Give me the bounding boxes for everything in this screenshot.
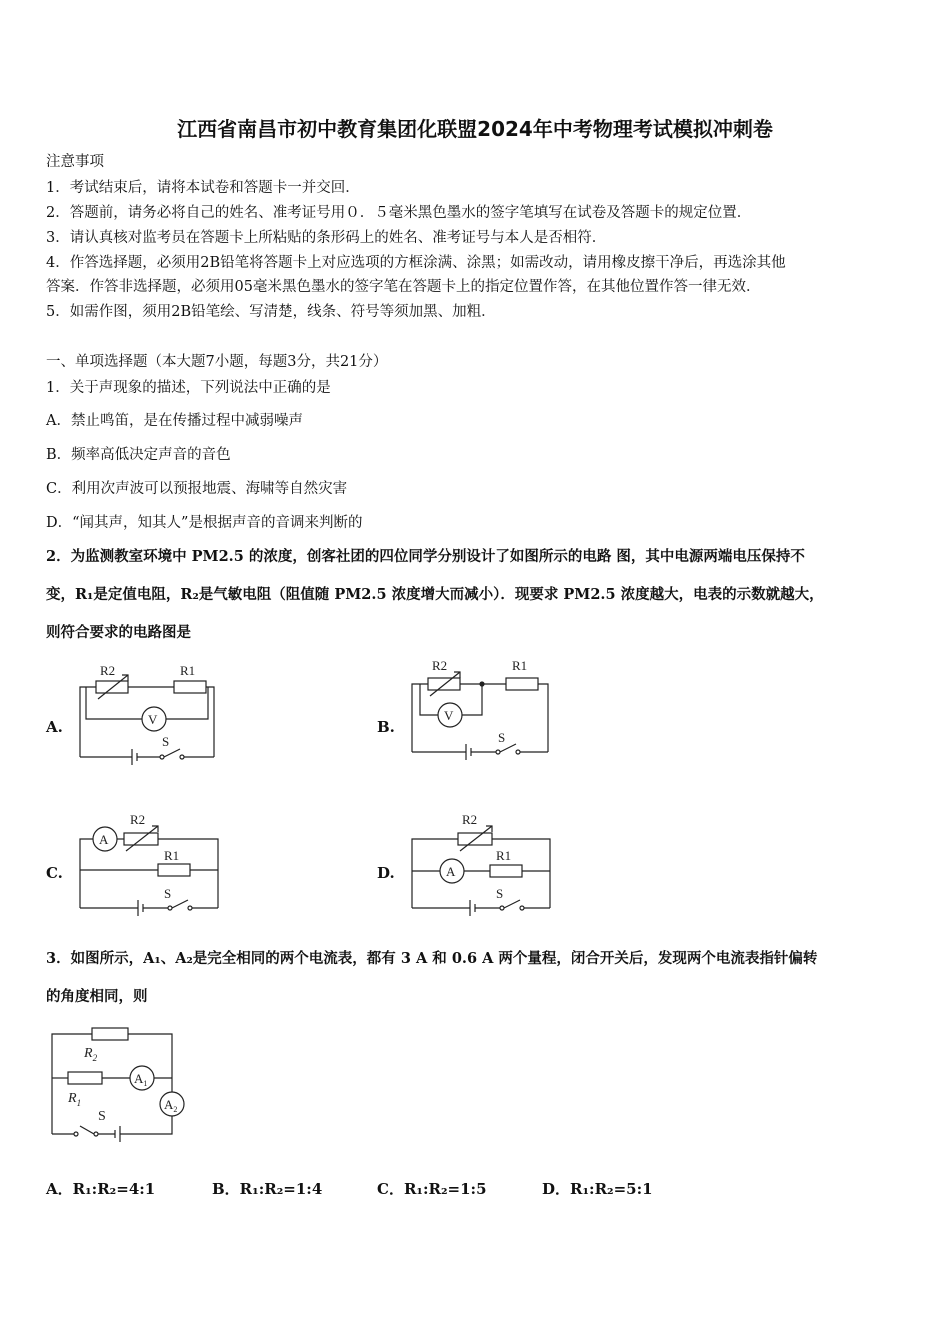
circuit-a-label: A. bbox=[46, 718, 63, 736]
notice-item: 答案．作答非选择题，必须用05毫米黑色墨水的签字笔在答题卡上的指定位置作答，在其他位置作答一律无效． bbox=[46, 279, 761, 295]
r2-label: R2 bbox=[432, 658, 448, 673]
r2-label: $R_2$ bbox=[84, 1046, 98, 1063]
circuit-d-label: D. bbox=[377, 864, 395, 882]
r1-label: R1 bbox=[512, 658, 528, 673]
switch-label: S bbox=[164, 886, 172, 901]
switch-label: S bbox=[98, 1109, 106, 1124]
page-title: 江西省南昌市初中教育集团化联盟2024年中考物理考试模拟冲刺卷 bbox=[177, 117, 773, 141]
question-2-line: 变，R₁是定值电阻，R₂是气敏电阻（阻值随 PM2.5 浓度增大而减小）．现要求 PM2.5 浓度越大，电表的示数就越大， bbox=[46, 586, 824, 603]
notice-item: 1．考试结束后，请将本试卷和答题卡一并交回． bbox=[46, 180, 360, 196]
ammeter-label: A bbox=[446, 864, 456, 879]
question-3-choice-a: A．R₁:R₂=4:1 bbox=[46, 1180, 156, 1198]
voltmeter-label: V bbox=[148, 712, 158, 727]
notice-item: 4．作答选择题，必须用2B铅笔将答题卡上对应选项的方框涂满、涂黑；如需改动，请用橡皮擦干净后，再选涂其他 bbox=[46, 255, 786, 271]
question-3-choice-b: B．R₁:R₂=1:4 bbox=[212, 1180, 323, 1198]
r2-label: R2 bbox=[130, 812, 146, 827]
r2-label: R2 bbox=[100, 663, 116, 678]
circuit-c-label: C. bbox=[46, 864, 63, 882]
circuit-diagram-q3 bbox=[46, 1020, 196, 1145]
circuit-diagram-b bbox=[402, 652, 562, 767]
r2-label: R2 bbox=[462, 812, 478, 827]
section-heading: 一、单项选择题（本大题7小题，每题3分，共21分） bbox=[46, 354, 388, 370]
question-3-choice-d: D．R₁:R₂=5:1 bbox=[542, 1180, 653, 1198]
question-1-option-d: D．“闻其声，知其人”是根据声音的音调来判断的 bbox=[46, 515, 363, 531]
question-1-option-c: C．利用次声波可以预报地震、海啸等自然灾害 bbox=[46, 481, 348, 497]
question-1-option-b: B．频率高低决定声音的音色 bbox=[46, 447, 231, 463]
circuit-diagram-d bbox=[404, 808, 564, 920]
ammeter-label: A bbox=[99, 832, 109, 847]
notice-item: 3．请认真核对监考员在答题卡上所粘贴的条形码上的姓名、准考证号与本人是否相符． bbox=[46, 230, 607, 246]
notice-item: 5．如需作图，须用2B铅笔绘、写清楚，线条、符号等须加黑、加粗． bbox=[46, 304, 496, 320]
question-1-option-a: A．禁止鸣笛，是在传播过程中减弱噪声 bbox=[46, 413, 303, 429]
switch-label: S bbox=[498, 730, 506, 745]
question-3-choice-c: C．R₁:R₂=1:5 bbox=[377, 1180, 487, 1198]
question-3-line: 3．如图所示，A₁、A₂是完全相同的两个电流表，都有 3 A 和 0.6 A 两个量程，闭合开关后，发现两个电流表指针偏转 bbox=[46, 950, 818, 967]
r1-label: R1 bbox=[164, 848, 180, 863]
voltmeter-label: V bbox=[444, 708, 454, 723]
question-2-line: 2．为监测教室环境中 PM2.5 的浓度，创客社团的四位同学分别设计了如图所示的电路 图，其中电源两端电压保持不 bbox=[46, 548, 805, 565]
notice-item: 2．答题前，请务必将自己的姓名、准考证号用０．５毫米黑色墨水的签字笔填写在试卷及答题卡的规定位置． bbox=[46, 205, 752, 221]
circuit-diagram-a bbox=[70, 655, 230, 770]
switch-label: S bbox=[496, 886, 504, 901]
circuit-b-label: B. bbox=[377, 718, 395, 736]
r1-label: $R_1$ bbox=[68, 1091, 82, 1108]
ammeter-a2-label: $A_2$ bbox=[164, 1097, 178, 1114]
notice-heading: 注意事项 bbox=[46, 154, 104, 170]
r1-label: R1 bbox=[180, 663, 196, 678]
question-3-line: 的角度相同，则 bbox=[46, 988, 148, 1005]
ammeter-a1-label: $A_1$ bbox=[134, 1071, 148, 1088]
switch-label: S bbox=[162, 734, 170, 749]
r1-label: R1 bbox=[496, 848, 512, 863]
question-2-line: 则符合要求的电路图是 bbox=[46, 624, 191, 641]
question-1-stem: 1．关于声现象的描述，下列说法中正确的是 bbox=[46, 380, 331, 396]
circuit-diagram-c bbox=[72, 808, 232, 920]
